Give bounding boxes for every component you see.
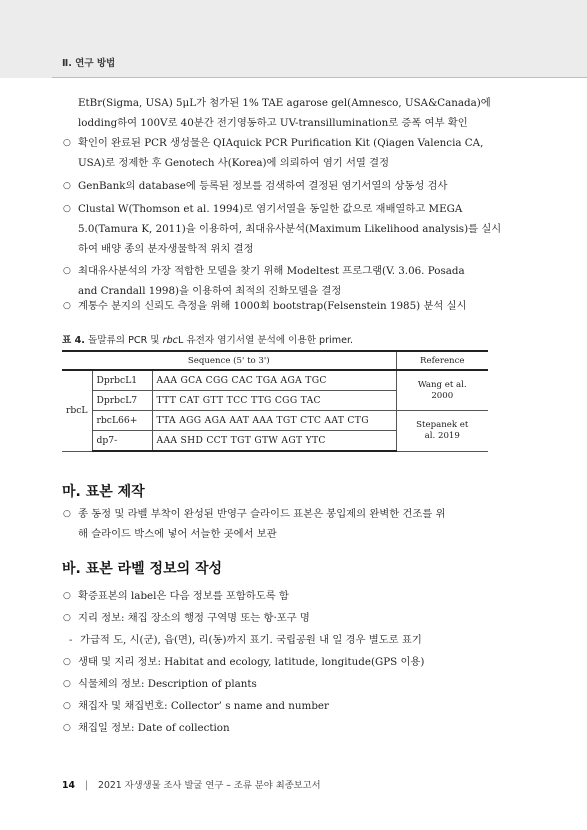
label-info-item: 지리 정보: 채집 장소의 행정 구역명 또는 항·포구 명: [78, 612, 310, 624]
bullet-marker: ○: [63, 613, 71, 623]
header-title: Ⅱ. 연구 방법: [62, 58, 116, 69]
primer-sequence: AAA SHD CCT TGT GTW AGT YTC: [152, 431, 396, 452]
bullet-marker: ○: [63, 204, 71, 214]
bullet-1-line-2: USA)로 정제한 후 Genotech 사(Korea)에 의뢰하여 염기 서열 결정: [78, 157, 390, 169]
reference-line: Wang et al.: [417, 379, 467, 390]
bullet-marker: ○: [63, 679, 71, 689]
bullet-marker: ○: [63, 181, 71, 191]
bullet-3-line-2: 5.0(Tamura K, 2011)을 이용하여, 최대유사분석(Maximum Likelihood analysis)를 실시: [78, 223, 502, 235]
label-info-item: 확증표본의 label은 다음 정보를 포함하도록 함: [78, 590, 289, 602]
bullet-3-line-1: Clustal W(Thomson et al. 1994)로 염기서열을 동일한 값으로 재배열하고 MEGA: [78, 203, 463, 215]
page-footer: [62, 777, 321, 791]
bullet-marker: ○: [63, 701, 71, 711]
primer-sequence: TTT CAT GTT TCC TTG CGG TAC: [152, 391, 396, 411]
label-info-item: 생태 및 지리 정보: Habitat and ecology, latitude, longitude(GPS 이용): [78, 656, 425, 668]
header-divider: [52, 77, 587, 78]
bullet-marker: ○: [63, 301, 71, 311]
reference-line: Stepanek et: [416, 419, 469, 430]
bullet-2-line-1: GenBank의 database에 등록된 정보를 검색하여 결정된 염기서열의 상동성 검사: [78, 180, 448, 192]
reference-line: al. 2019: [424, 430, 460, 441]
dash-marker: -: [69, 634, 73, 646]
bullet-marker: ○: [63, 657, 71, 667]
gene-group-label: rbcL: [62, 370, 92, 451]
primer-name: rbcL66+: [92, 411, 152, 431]
table-caption-pre: 돌말류의 PCR 및: [84, 335, 163, 346]
reference-line: 2000: [431, 390, 454, 401]
primer-sequence: AAA GCA CGG CAC TGA AGA TGC: [152, 370, 396, 391]
table-row: [62, 411, 488, 431]
primer-name: DprbcL7: [92, 391, 152, 411]
reference-cell: [396, 411, 488, 452]
label-info-item: 채집일 정보: Date of collection: [78, 722, 230, 734]
page-header: [0, 0, 587, 78]
label-info-item: 가급적 도, 시(군), 읍(면), 리(동)까지 표기. 국립공원 내 일 경우 별도로 표기: [80, 634, 422, 646]
reference-cell: [396, 370, 488, 411]
primer-name: DprbcL1: [92, 370, 152, 391]
reference-column-header: Reference: [396, 351, 488, 370]
bullet-5-line-1: 계통수 분지의 신뢰도 측정을 위해 1000회 bootstrap(Felsenstein 1985) 분석 실시: [78, 300, 467, 312]
primer-name: dp7-: [92, 431, 152, 452]
page-number: 14: [62, 780, 75, 791]
primer-sequence: TTA AGG AGA AAT AAA TGT CTC AAT CTG: [152, 411, 396, 431]
table-header-row: [62, 351, 488, 370]
footer-text: 2021 자생생물 조사 발굴 연구 – 조류 분야 최종보고서: [98, 780, 321, 791]
intro-line-1: EtBr(Sigma, USA) 5μL가 첨가된 1% TAE agarose gel(Amnesco, USA&Canada)에: [78, 97, 491, 109]
bullet-marker: ○: [63, 591, 71, 601]
label-info-item: 식물체의 정보: Description of plants: [78, 678, 257, 690]
bullet-marker: ○: [63, 723, 71, 733]
bullet-1-line-1: 확인이 완료된 PCR 생성물은 QIAquick PCR Purification Kit (Qiagen Valencia CA,: [78, 137, 484, 149]
section-title-ma: 마. 표본 제작: [62, 484, 145, 500]
section-title-ba: 바. 표본 라벨 정보의 작성: [62, 561, 223, 577]
section-ma-line-1: 종 동정 및 라벨 부착이 완성된 반영구 슬라이드 표본은 봉입제의 완벽한 건조를 위: [78, 508, 446, 520]
table-caption: [62, 332, 353, 346]
footer-separator: |: [84, 780, 89, 791]
table-caption-post: 유전자 염기서열 분석에 이용한 primer.: [183, 335, 354, 346]
bullet-3-line-3: 하여 배양 종의 분자생물학적 위치 결정: [78, 243, 254, 255]
primer-table: [62, 350, 488, 452]
sequence-column-header: Sequence (5' to 3'): [62, 351, 396, 370]
bullet-4-line-2: and Crandall 1998)을 이용하여 최적의 진화모델을 결정: [78, 285, 342, 297]
table-caption-gene-suffix: L: [177, 335, 184, 346]
intro-line-2: lodding하여 100V로 40분간 전기영동하고 UV-transillumination로 증폭 여부 확인: [78, 117, 468, 129]
bullet-4-line-1: 최대유사분석의 가장 적합한 모델을 찾기 위해 Modeltest 프로그램(V. 3.06. Posada: [78, 265, 465, 277]
table-row: [62, 370, 488, 391]
table-caption-label: 표 4.: [62, 335, 85, 346]
label-info-item: 채집자 및 채집번호: Collector’ s name and number: [78, 700, 329, 712]
bullet-marker: ○: [63, 138, 71, 148]
table-caption-gene: rbc: [162, 335, 178, 346]
bullet-marker: ○: [63, 266, 71, 276]
section-ma-line-2: 해 슬라이드 박스에 넣어 서늘한 곳에서 보관: [78, 528, 277, 540]
bullet-marker: ○: [63, 509, 71, 519]
